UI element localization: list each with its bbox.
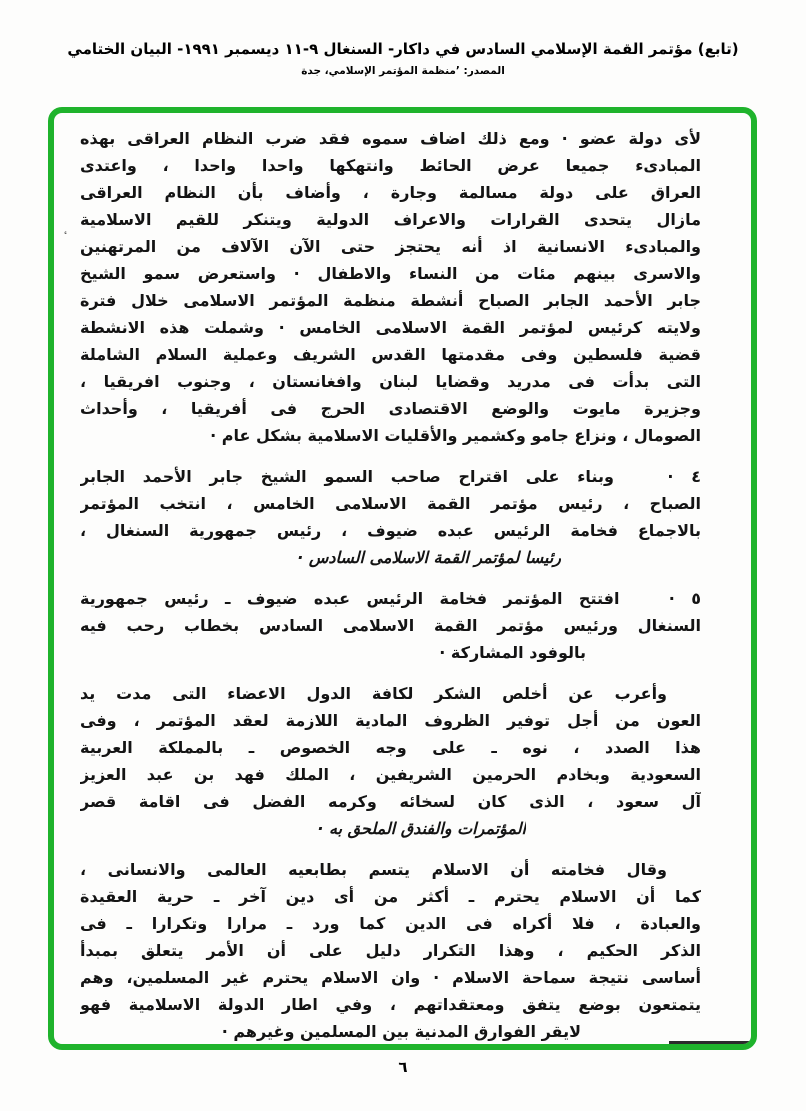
text-line: هذا الصدد ، نوه ـ على وجه الخصوص ـ بالمملكة العربية: [80, 738, 701, 757]
text-line: المؤتمرات والفندق الملحق به ·: [317, 819, 526, 838]
text-line: العون من أجل توفير الظروف المادية اللازمة لعقد المؤتمر ، وفى: [80, 711, 701, 730]
text-line: ٤ · وبناء على اقتراح صاحب السمو الشيخ جابر الأحمد الجابر: [80, 467, 701, 486]
scan-shadow-line: [669, 1041, 751, 1044]
page-header: [0, 0, 806, 77]
stray-diacritic-mark: ٴ: [64, 231, 68, 244]
text-line: المبادىء جميعا عرض الحائط وانتهكها واحدا واحدا ، واعتدى: [80, 156, 701, 175]
text-line: ولايته كرئيس لمؤتمر القمة الاسلامى الخامس · وشملت هذه الانشطة: [80, 318, 701, 337]
text-line: والعبادة ، فلا أكراه فى الدين كما ورد ـ مرارا وتكرارا ـ فى: [80, 914, 701, 933]
text-line: السعودية وبخادم الحرمين الشريفين ، الملك فهد بن عبد العزيز: [80, 765, 701, 784]
page-number: ٦: [398, 1058, 408, 1076]
text-line: بالوفود المشاركة ·: [439, 643, 586, 662]
text-line: التى بدأت فى مدريد وقضايا لبنان وافغانستان ، وجنوب افريقيا ،: [80, 372, 701, 391]
text-line: كما أن الاسلام يحترم ـ أكثر من أى دين آخر ـ حرية العقيدة: [80, 887, 701, 906]
text-line: لأى دولة عضو · ومع ذلك اضاف سموه فقد ضرب النظام العراقى بهذه: [80, 129, 701, 148]
text-line: قضية فلسطين وفى مقدمتها القدس الشريف وعملية السلام الشاملة: [80, 345, 701, 364]
paragraph: [80, 680, 701, 842]
paragraph: [80, 585, 701, 666]
text-line: أساسى نتيجة سماحة الاسلام · وان الاسلام يحترم غير المسلمين، وهم: [80, 968, 701, 987]
text-line: وقال فخامته أن الاسلام يتسم بطابعيه العالمى والانسانى ،: [80, 860, 667, 879]
header-source: المصدر: ’منظمة المؤتمر الإسلامي، جدة: [301, 65, 505, 77]
text-line: يتمتعون بوضع يتفق ومعتقداتهم ، وفي اطار الدولة الاسلامية فهو: [80, 995, 701, 1014]
paragraph: [80, 856, 701, 1045]
text-line: الصباح ، رئيس مؤتمر القمة الاسلامى الخامس ، انتخب المؤتمر: [80, 494, 701, 513]
text-line: وأعرب عن أخلص الشكر لكافة الدول الاعضاء التى مدت يد: [80, 684, 667, 703]
text-line: رئيسا لمؤتمر القمة الاسلامى السادس ·: [297, 548, 561, 567]
text-line: العراق على دولة مسالمة وجارة ، وأضاف بأن النظام العراقى: [80, 183, 701, 202]
paragraph: [80, 125, 701, 449]
text-line: وجزيرة مايوت والوضع الاقتصادى الحرج فى أفريقيا ، وأحداث: [80, 399, 701, 418]
text-line: بالاجماع فخامة الرئيس عبده ضيوف ، رئيس جمهورية السنغال ،: [80, 521, 701, 540]
document-body: [54, 113, 751, 1045]
paragraph: [80, 463, 701, 571]
text-line: الذكر الحكيم ، وهذا التكرار دليل على أن الأمر يتعلق بمبدأ: [80, 941, 701, 960]
text-line: مازال يتحدى القرارات والاعراف الدولية ويتنكر للقيم الاسلامية: [80, 210, 701, 229]
text-line: جابر الأحمد الجابر الصباح أنشطة منظمة المؤتمر الاسلامى خلال فترة: [80, 291, 701, 310]
text-line: السنغال ورئيس مؤتمر القمة الاسلامى السادس بخطاب رحب فيه: [80, 616, 701, 635]
text-line: الصومال ، ونزاع جامو وكشمير والأقليات الاسلامية بشكل عام ·: [210, 426, 701, 445]
text-line: والمبادىء الانسانية اذ أنه يحتجز حتى الآن الآلاف من المرتهنين: [80, 237, 701, 256]
header-title: (تابع) مؤتمر القمة الإسلامي السادس في داكار- السنغال ٩-١١ ديسمبر ١٩٩١- البيان الختامي: [67, 40, 739, 58]
text-line: ٥ · افتتح المؤتمر فخامة الرئيس عبده ضيوف ـ رئيس جمهورية: [80, 589, 701, 608]
text-line: آل سعود ، الذى كان لسخائه وكرمه الفضل فى اقامة قصر: [80, 792, 701, 811]
document-frame: [48, 107, 757, 1050]
text-line: لايقر الفوارق المدنية بين المسلمين وغيرهم ·: [221, 1022, 581, 1041]
text-line: والاسرى بينهم مئات من النساء والاطفال · واستعرض سمو الشيخ: [80, 264, 701, 283]
